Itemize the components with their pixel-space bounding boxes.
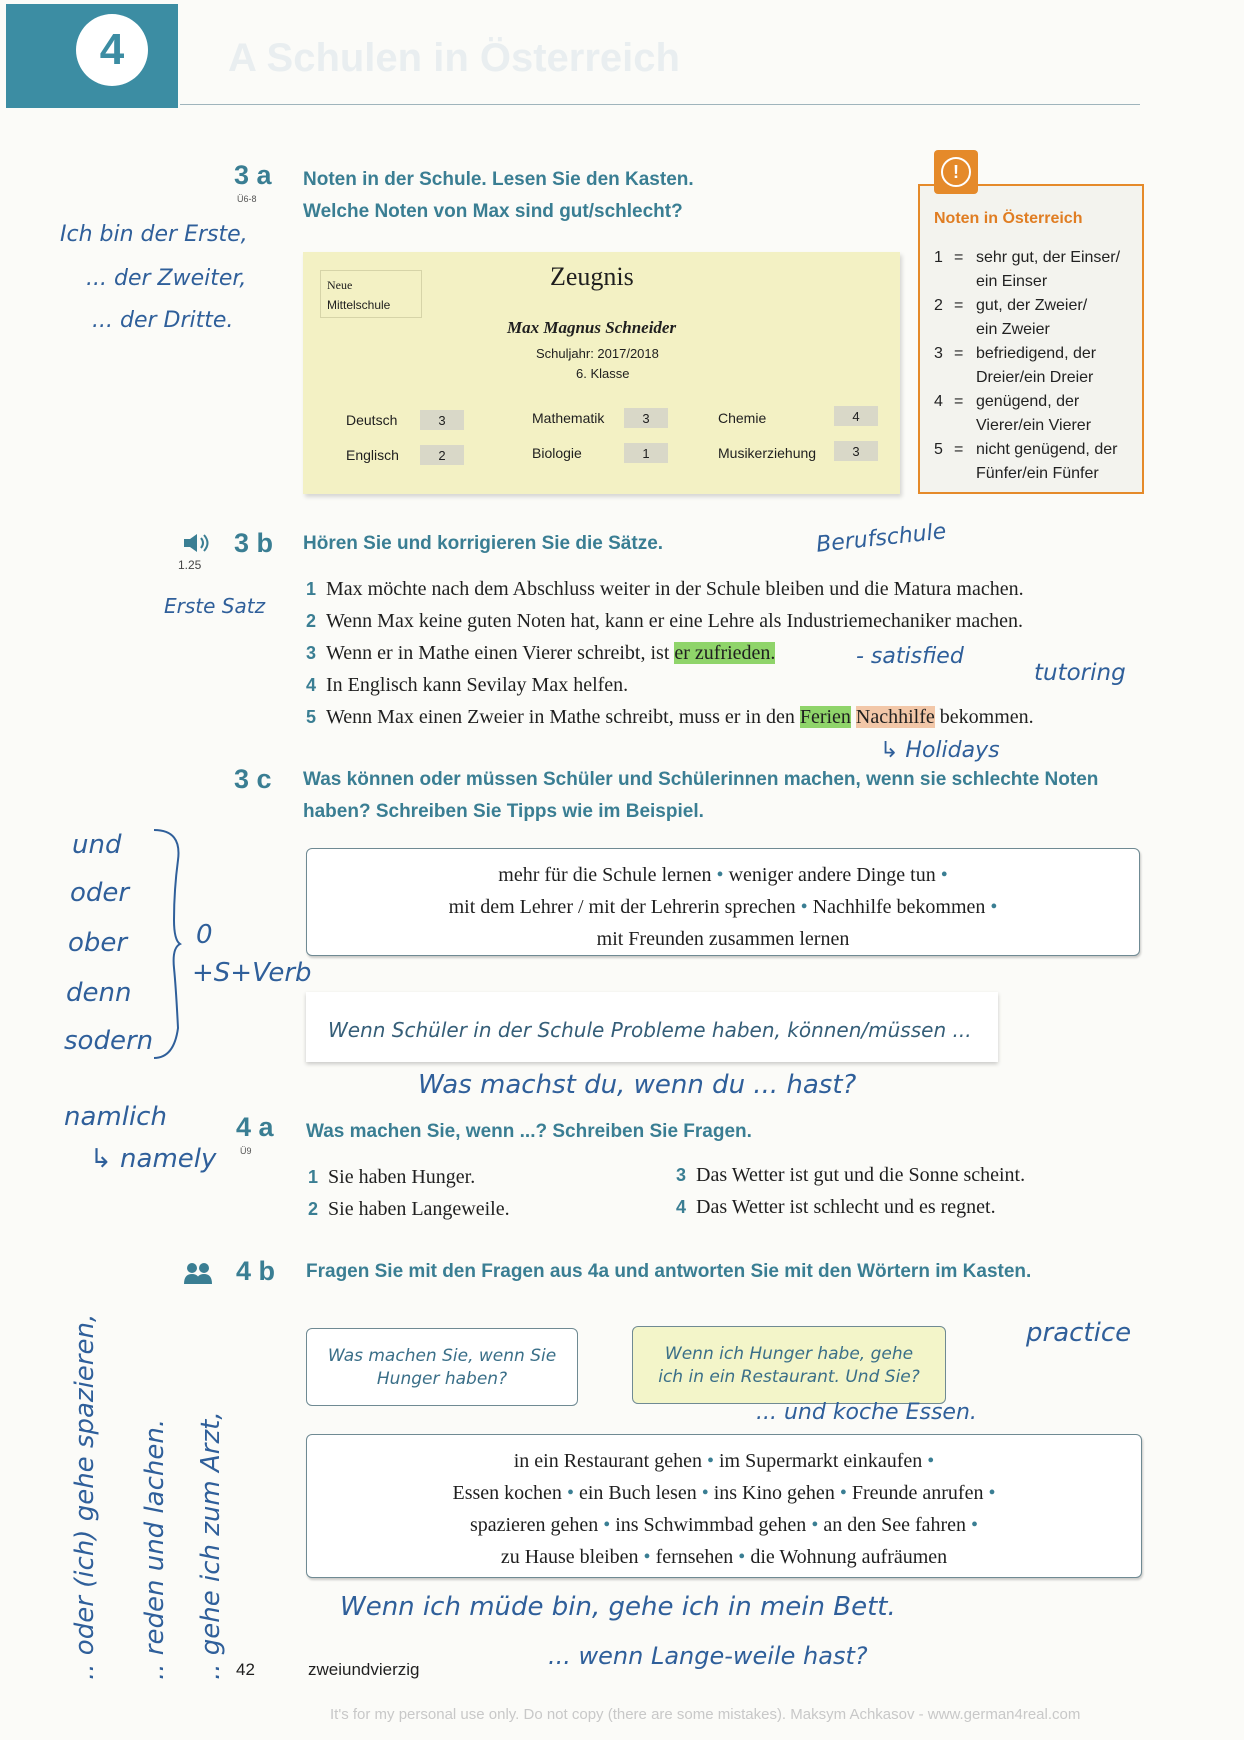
hand-berufschule: Berufschule bbox=[815, 519, 948, 558]
example-sentence: Wenn Schüler in der Schule Probleme haben, können/müssen ... bbox=[328, 1018, 972, 1042]
hand-zweiter: ... der Zweiter, bbox=[86, 266, 247, 291]
chapter-title: A Schulen in Österreich bbox=[228, 36, 680, 80]
hand-conj-zero: 0 bbox=[196, 920, 213, 950]
sentence-num: 5 bbox=[306, 707, 317, 727]
sentence-num: 4 bbox=[306, 675, 317, 695]
highlight: Ferien bbox=[799, 706, 851, 728]
sentence-1 bbox=[306, 578, 1024, 601]
item-text: Sie haben Langeweile. bbox=[328, 1198, 510, 1220]
school-label-line2: Mittelschule bbox=[327, 298, 391, 312]
item-text: Sie haben Hunger. bbox=[328, 1166, 476, 1188]
ex4b-heading: Fragen Sie mit den Fragen aus 4a und antworten Sie mit den Wörtern im Kasten. bbox=[306, 1261, 1032, 1282]
grade-mathematik: 3 bbox=[624, 408, 668, 428]
sentence-num: 2 bbox=[306, 611, 317, 631]
exclamation-icon: ! bbox=[934, 150, 978, 194]
word: die Wohnung aufräumen bbox=[750, 1546, 948, 1568]
infobox-num: 5 bbox=[934, 441, 943, 458]
hand-erste-satz: Erste Satz bbox=[164, 594, 266, 618]
hand-mude: Wenn ich müde bin, gehe ich in mein Bett. bbox=[340, 1592, 896, 1622]
word: im Supermarkt einkaufen bbox=[719, 1450, 923, 1472]
ex4b-number: 4 b bbox=[236, 1256, 276, 1286]
word: ins Schwimmbad gehen bbox=[615, 1514, 807, 1536]
ex4a-item-2 bbox=[308, 1198, 510, 1221]
watermark: It's for my personal use only. Do not copy (there are some mistakes). Maksym Achkasov - www.german4real.com bbox=[330, 1706, 1081, 1723]
subject-chemie: Chemie bbox=[718, 410, 767, 426]
word: Essen kochen bbox=[452, 1482, 562, 1504]
word: in ein Restaurant gehen bbox=[513, 1450, 702, 1472]
ex4a-item-1 bbox=[308, 1166, 475, 1189]
school-year: Schuljahr: 2017/2018 bbox=[536, 346, 659, 361]
sentence-text: Max möchte nach dem Abschluss weiter in der Schule bleiben und die Matura machen. bbox=[326, 578, 1024, 600]
bubble-text: Was machen Sie, wenn Sie bbox=[327, 1346, 557, 1366]
sentence-text: bekommen. bbox=[934, 706, 1034, 728]
hand-conj-und: und bbox=[72, 830, 122, 860]
word: spazieren gehen bbox=[469, 1514, 599, 1536]
infobox-text: sehr gut, der Einser/ bbox=[976, 249, 1121, 266]
infobox-text: Fünfer/ein Fünfer bbox=[976, 465, 1099, 482]
sentence-text: In Englisch kann Sevilay Max helfen. bbox=[326, 674, 629, 696]
grade-englisch: 2 bbox=[420, 445, 464, 465]
hand-vertical-3: .. gehe ich zum Arzt, bbox=[196, 1411, 226, 1680]
infobox-text: ein Zweier bbox=[976, 321, 1050, 338]
ex3a-heading-2: Welche Noten von Max sind gut/schlecht? bbox=[303, 201, 683, 222]
word: mehr für die Schule lernen bbox=[498, 864, 712, 886]
item-text: Das Wetter ist gut und die Sonne scheint. bbox=[696, 1164, 1026, 1186]
item-num: 3 bbox=[676, 1165, 687, 1185]
infobox-eq: = bbox=[954, 249, 964, 266]
sentence-num: 3 bbox=[306, 643, 317, 663]
infobox-eq: = bbox=[954, 441, 964, 458]
word: ein Buch lesen bbox=[578, 1482, 697, 1504]
sentence-5 bbox=[306, 706, 1034, 729]
ex3c-word-box: mehr für die Schule lernen • weniger andere Dinge tun • mit dem Lehrer / mit der Lehrerin sprechen • Nachhilfe bekommen • mit Freunden zusammen lernen bbox=[306, 848, 1140, 956]
word: an den See fahren bbox=[823, 1514, 967, 1536]
infobox-text: Vierer/ein Vierer bbox=[976, 417, 1092, 434]
page-number-word: zweiundvierzig bbox=[308, 1660, 420, 1679]
student-name: Max Magnus Schneider bbox=[507, 318, 677, 337]
audio-icon[interactable] bbox=[182, 532, 210, 559]
infobox-eq: = bbox=[954, 393, 964, 410]
ex4a-ref: Ü9 bbox=[240, 1146, 252, 1156]
word: Nachhilfe bekommen bbox=[812, 896, 986, 918]
grade-musikerziehung: 3 bbox=[834, 441, 878, 461]
infobox-text: genügend, der bbox=[976, 393, 1080, 410]
infobox-title: Noten in Österreich bbox=[934, 210, 1083, 227]
grade-chemie: 4 bbox=[834, 406, 878, 426]
infobox-num: 2 bbox=[934, 297, 943, 314]
pair-work-icon bbox=[184, 1262, 212, 1291]
item-num: 2 bbox=[308, 1199, 319, 1219]
word: fernsehen bbox=[655, 1546, 734, 1568]
school-label bbox=[320, 270, 422, 318]
hand-conj-oder: oder bbox=[70, 878, 130, 908]
ex3c-heading-1: Was können oder müssen Schüler und Schülerinnen machen, wenn sie schlechte Noten bbox=[303, 769, 1099, 790]
ex4b-word-box: in ein Restaurant gehen • im Supermarkt einkaufen • Essen kochen • ein Buch lesen • ins Kino gehen • Freunde anrufen • spazieren gehen • ins Schwimmbad gehen • an den See fahren • zu Hause bleiben • fernsehen • die Wohnung aufräumen bbox=[306, 1434, 1142, 1578]
sentence-text: Wenn Max einen Zweier in Mathe schreibt, muss er in den bbox=[326, 706, 800, 728]
subject-deutsch: Deutsch bbox=[346, 412, 398, 428]
sentence-3 bbox=[306, 642, 775, 665]
word: ins Kino gehen bbox=[713, 1482, 835, 1504]
sentence-text: Wenn Max keine guten Noten hat, kann er eine Lehre als Industriemechaniker machen. bbox=[326, 610, 1024, 632]
item-num: 4 bbox=[676, 1197, 687, 1217]
highlight: Nachhilfe bbox=[855, 706, 935, 728]
hand-satisfied: - satisfied bbox=[856, 644, 964, 669]
infobox-eq: = bbox=[954, 345, 964, 362]
ex3b-number: 3 b bbox=[234, 528, 274, 558]
infobox-text: befriedigend, der bbox=[976, 345, 1097, 362]
audio-track: 1.25 bbox=[178, 558, 202, 572]
hand-conj-sverb: +S+Verb bbox=[192, 958, 312, 988]
hand-vertical-2: .. reden und lachen. bbox=[140, 1418, 170, 1680]
highlight: er zufrieden. bbox=[674, 642, 776, 664]
chapter-number: 4 bbox=[76, 14, 148, 86]
ex4a-heading: Was machen Sie, wenn ...? Schreiben Sie Fragen. bbox=[306, 1121, 752, 1142]
school-label-line1: Neue bbox=[327, 278, 353, 292]
hand-ich-bin-erste: Ich bin der Erste, bbox=[60, 222, 248, 247]
subject-mathematik: Mathematik bbox=[532, 410, 605, 426]
grade-deutsch: 3 bbox=[420, 410, 464, 430]
infobox-text: gut, der Zweier/ bbox=[976, 297, 1088, 314]
sentence-text: Wenn er in Mathe einen Vierer schreibt, ist bbox=[326, 642, 675, 664]
hand-namely: ↳ namely bbox=[90, 1144, 217, 1174]
page-number: 42 bbox=[236, 1660, 255, 1679]
hand-conj-sodern: sodern bbox=[64, 1026, 154, 1056]
infobox-text: nicht genügend, der bbox=[976, 441, 1118, 458]
ex3c-number: 3 c bbox=[234, 764, 272, 794]
hand-conj-denn: denn bbox=[66, 978, 132, 1008]
sentence-num: 1 bbox=[306, 579, 317, 599]
hand-practice: practice bbox=[1026, 1318, 1132, 1348]
hand-dritte: ... der Dritte. bbox=[92, 308, 234, 333]
bubble-text: ich in ein Restaurant. Und Sie? bbox=[658, 1367, 920, 1387]
school-class: 6. Klasse bbox=[576, 366, 630, 381]
bubble-text: Wenn ich Hunger habe, gehe bbox=[664, 1344, 914, 1364]
hand-holidays: ↳ Holidays bbox=[880, 738, 1000, 763]
hand-und-koche: ... und koche Essen. bbox=[756, 1400, 977, 1425]
ex4a-number: 4 a bbox=[236, 1112, 274, 1142]
item-num: 1 bbox=[308, 1167, 319, 1187]
infobox-rows bbox=[934, 246, 1134, 486]
ex3a-heading-1: Noten in der Schule. Lesen Sie den Kasten. bbox=[303, 169, 694, 190]
word: mit Freunden zusammen lernen bbox=[596, 928, 850, 950]
infobox-num: 4 bbox=[934, 393, 943, 410]
word: weniger andere Dinge tun bbox=[728, 864, 936, 886]
ex3a-number: 3 a bbox=[234, 160, 272, 190]
header-divider bbox=[180, 104, 1140, 105]
speech-bubble-question bbox=[306, 1328, 578, 1406]
zeugnis-title: Zeugnis bbox=[550, 262, 634, 291]
ex4a-item-4 bbox=[676, 1196, 996, 1219]
subject-englisch: Englisch bbox=[346, 447, 399, 463]
word: mit dem Lehrer / mit der Lehrerin sprechen bbox=[448, 896, 796, 918]
sentence-2 bbox=[306, 610, 1023, 633]
hand-vertical-1: .. oder (ich) gehe spazieren, bbox=[70, 1313, 100, 1680]
ex3b-heading: Hören Sie und korrigieren Sie die Sätze. bbox=[303, 533, 664, 554]
bubble-text: Hunger haben? bbox=[376, 1369, 508, 1389]
infobox-num: 1 bbox=[934, 249, 943, 266]
infobox-text: ein Einser bbox=[976, 273, 1048, 290]
hand-namlich: namlich bbox=[64, 1102, 167, 1132]
subject-musikerziehung: Musikerziehung bbox=[718, 445, 817, 461]
hand-conj-ober: ober bbox=[68, 928, 128, 958]
hand-brace bbox=[150, 826, 186, 1066]
ex3c-heading-2: haben? Schreiben Sie Tipps wie im Beispiel. bbox=[303, 801, 704, 822]
infobox-num: 3 bbox=[934, 345, 943, 362]
subject-biologie: Biologie bbox=[532, 445, 582, 461]
word: zu Hause bleiben bbox=[500, 1546, 639, 1568]
speech-bubble-answer bbox=[632, 1326, 946, 1404]
grade-biologie: 1 bbox=[624, 443, 668, 463]
hand-question: Was machst du, wenn du ... hast? bbox=[418, 1070, 857, 1100]
item-text: Das Wetter ist schlecht und es regnet. bbox=[696, 1196, 996, 1218]
ex3a-ref: Ü6-8 bbox=[237, 194, 257, 204]
infobox-text: Dreier/ein Dreier bbox=[976, 369, 1094, 386]
hand-tutoring: tutoring bbox=[1034, 660, 1126, 686]
infobox-eq: = bbox=[954, 297, 964, 314]
sentence-4 bbox=[306, 674, 628, 697]
ex4a-item-3 bbox=[676, 1164, 1025, 1187]
word: Freunde anrufen bbox=[851, 1482, 984, 1504]
hand-langeweile: ... wenn Lange-weile hast? bbox=[548, 1642, 868, 1670]
